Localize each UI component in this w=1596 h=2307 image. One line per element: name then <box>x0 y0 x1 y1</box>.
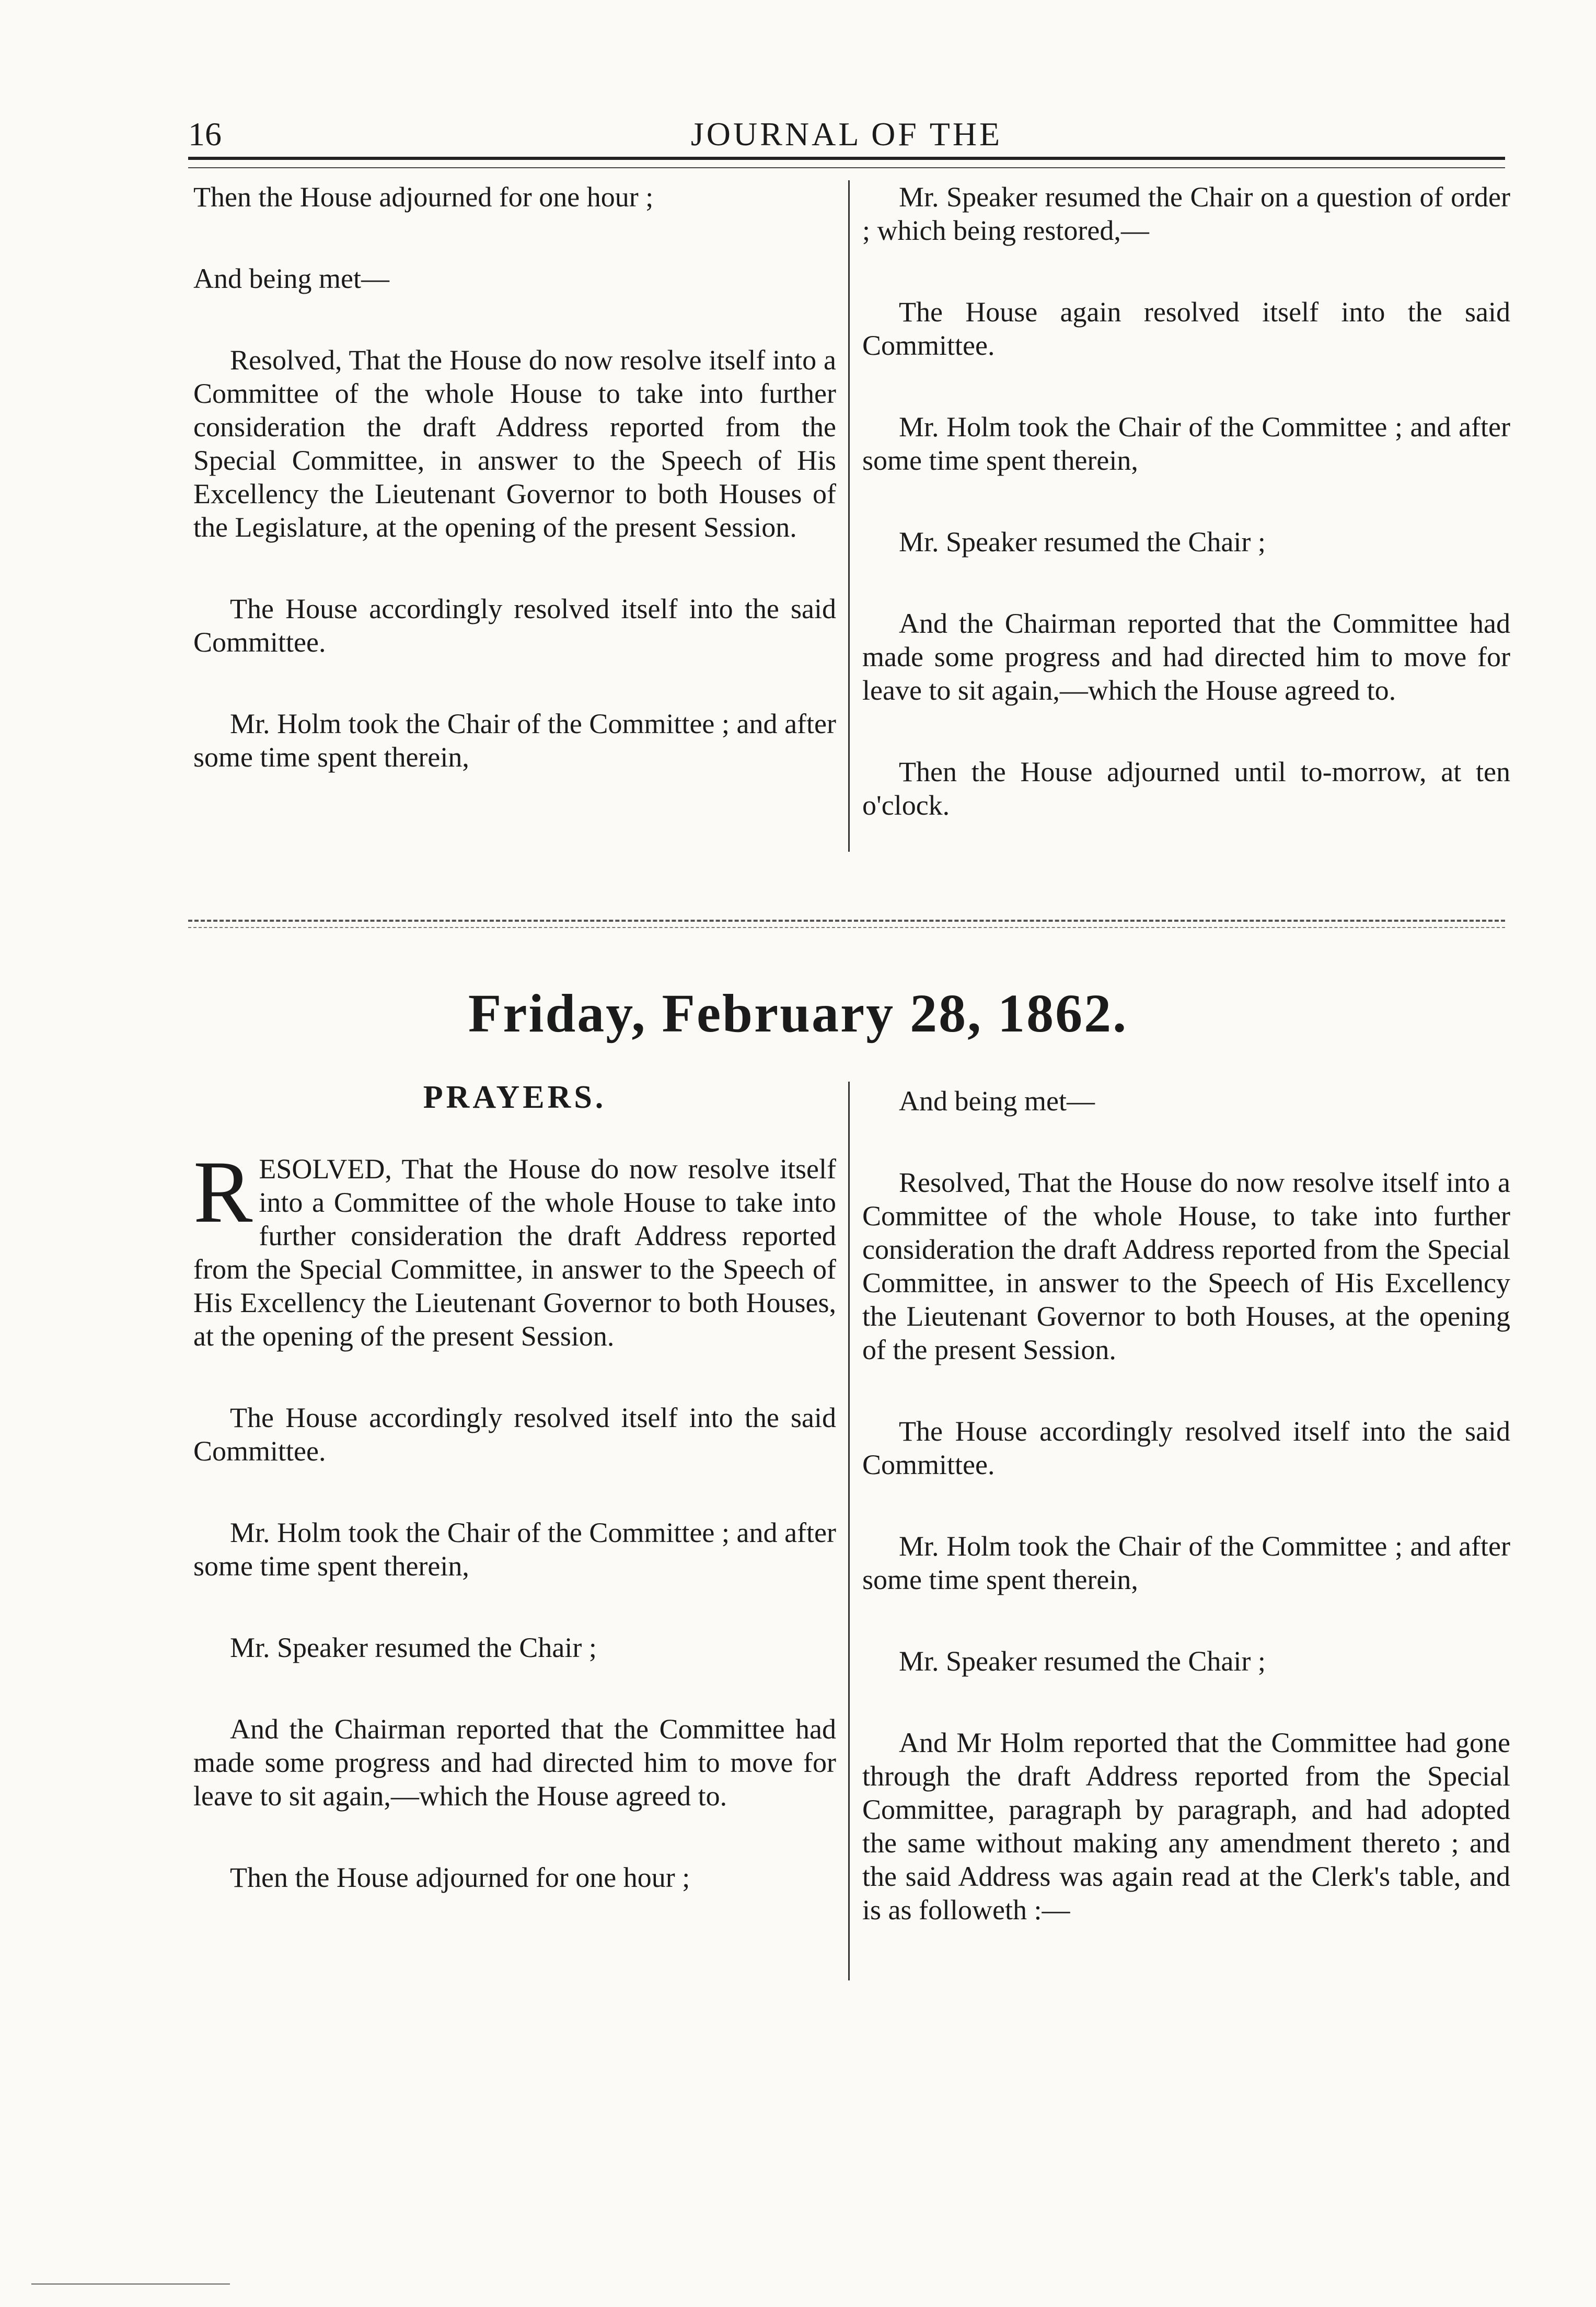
bottom-left-column <box>193 1143 836 1942</box>
paragraph: The House accordingly resolved itself into the said Committee. <box>193 1402 836 1467</box>
paragraph: Mr. Speaker resumed the Chair ; <box>899 526 1266 558</box>
paragraph: Resolved, That the House do now resolve itself into a Committee of the whole House to take into further consideration the draft Address reported from the Special Committee, in answer to the Speech of His Excellency the Lieutenant Governor to both Houses of the Legislature, at the opening of the present Session. <box>193 344 836 543</box>
paragraph: And Mr Holm reported that the Committee had gone through the draft Address reported from the Special Committee, paragraph by paragraph, and had adopted the same without making any amendment thereto ; and the said Address was again read at the Clerk's table, and is as followeth :— <box>862 1727 1510 1926</box>
paragraph: And being met— <box>899 1085 1095 1117</box>
paragraph: Mr. Holm took the Chair of the Committee ; and after some time spent therein, <box>193 1517 836 1582</box>
paragraph: Then the House adjourned for one hour ; <box>230 1862 690 1893</box>
page-number: 16 <box>188 115 222 153</box>
paragraph: Mr. Holm took the Chair of the Committee ; and after some time spent therein, <box>193 708 836 773</box>
prayers-heading: PRAYERS. <box>423 1080 607 1115</box>
drop-cap: R <box>193 1143 253 1241</box>
paragraph: The House accordingly resolved itself into the said Committee. <box>862 1416 1510 1480</box>
bottom-right-column <box>862 1084 1510 1975</box>
paragraph: Mr. Holm took the Chair of the Committee ; and after some time spent therein, <box>862 411 1510 476</box>
paragraph: Mr. Speaker resumed the Chair ; <box>899 1645 1266 1677</box>
top-left-column <box>193 180 836 822</box>
date-heading: Friday, February 28, 1862. <box>468 983 1128 1044</box>
paragraph: And the Chairman reported that the Committee had made some progress and had directed him to move for leave to sit again,—which the House agreed to. <box>193 1713 836 1812</box>
paragraph: Then the House adjourned for one hour ; <box>193 181 654 213</box>
column-divider <box>848 1082 850 1980</box>
resolution-text: ESOLVED, That the House do now resolve itself into a Committee of the whole House to take into further consideration the draft Address reported from the Special Committee, in answer to the Speech of His Excellency the Lieutenant Governor to both Houses, at the opening of the present Session. <box>193 1153 836 1352</box>
header-rule <box>188 157 1505 168</box>
resolution-paragraph <box>193 1143 836 1353</box>
paragraph: And the Chairman reported that the Committee had made some progress and had directed him to move for leave to sit again,—which the House agreed to. <box>862 608 1510 706</box>
running-title: JOURNAL OF THE <box>690 115 1003 153</box>
page-header <box>188 105 1505 152</box>
section-divider <box>188 920 1505 928</box>
paragraph: Mr. Speaker resumed the Chair on a question of order ; which being restored,— <box>862 181 1510 246</box>
paragraph: Mr. Holm took the Chair of the Committee ; and after some time spent therein, <box>862 1531 1510 1595</box>
footer-rule <box>31 2283 230 2285</box>
top-right-column <box>862 180 1510 870</box>
column-divider <box>848 180 850 852</box>
paragraph: Mr. Speaker resumed the Chair ; <box>230 1632 597 1663</box>
paragraph: The House accordingly resolved itself into the said Committee. <box>193 593 836 658</box>
paragraph: Then the House adjourned until to-morrow, at ten o'clock. <box>862 756 1510 821</box>
paragraph: The House again resolved itself into the said Committee. <box>862 296 1510 361</box>
paragraph: Resolved, That the House do now resolve itself into a Committee of the whole House, to take into further consideration the draft Address reported from the Special Committee, in answer to the Speech of His Excellency the Lieutenant Governor to both Houses, at the opening of the present Session. <box>862 1167 1510 1365</box>
paragraph: And being met— <box>193 263 389 294</box>
